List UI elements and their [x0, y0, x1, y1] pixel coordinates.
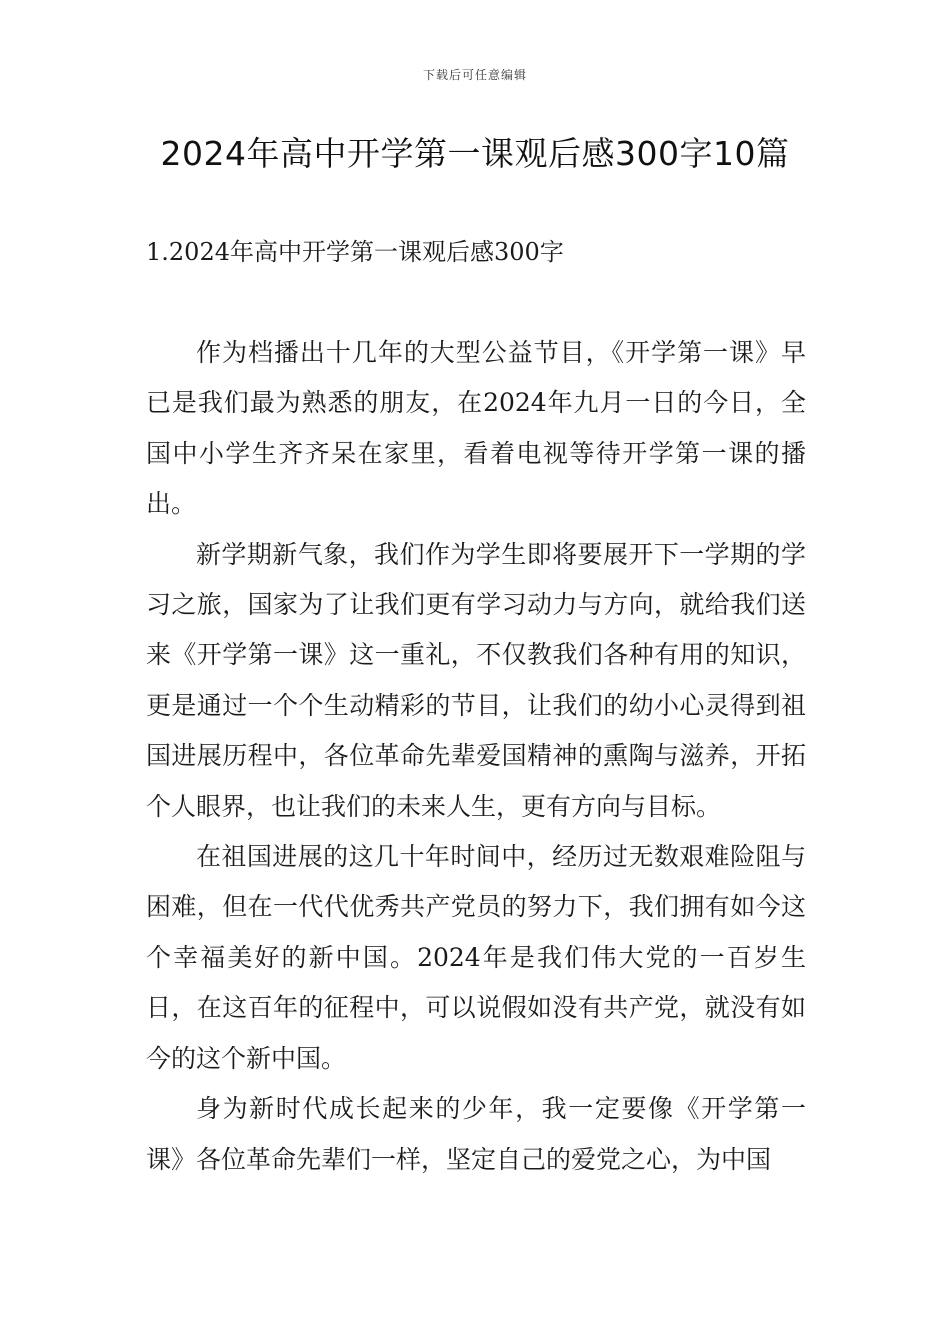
header-note: 下载后可任意编辑	[422, 68, 527, 82]
paragraph: 身为新时代成长起来的少年，我一定要像《开学第一课》各位革命先辈们一样，坚定自己的爱党之心，为中国	[146, 1094, 806, 1174]
body-text	[146, 328, 806, 1185]
section-heading: 1.2024年高中开学第一课观后感300字	[146, 238, 564, 266]
paragraph: 在祖国进展的这几十年时间中，经历过无数艰难险阻与困难，但在一代代优秀共产党员的努力下，我们拥有如今这个幸福美好的新中国。2024年是我们伟大党的一百岁生日，在这百年的征程中，可以说假如没有共产党，就没有如今的这个新中国。	[146, 842, 806, 1073]
document-title: 2024年高中开学第一课观后感300字10篇	[160, 134, 790, 173]
paragraph: 作为档播出十几年的大型公益节目，《开学第一课》早已是我们最为熟悉的朋友，在2024年九月一日的今日，全国中小学生齐齐呆在家里，看着电视等待开学第一课的播出。	[146, 338, 806, 519]
paragraph: 新学期新气象，我们作为学生即将要展开下一学期的学习之旅，国家为了让我们更有学习动力与方向，就给我们送来《开学第一课》这一重礼，不仅教我们各种有用的知识，更是通过一个个生动精彩的节目，让我们的幼小心灵得到祖国进展历程中，各位革命先辈爱国精神的熏陶与滋养，开拓个人眼界，也让我们的未来人生，更有方向与目标。	[146, 539, 806, 821]
